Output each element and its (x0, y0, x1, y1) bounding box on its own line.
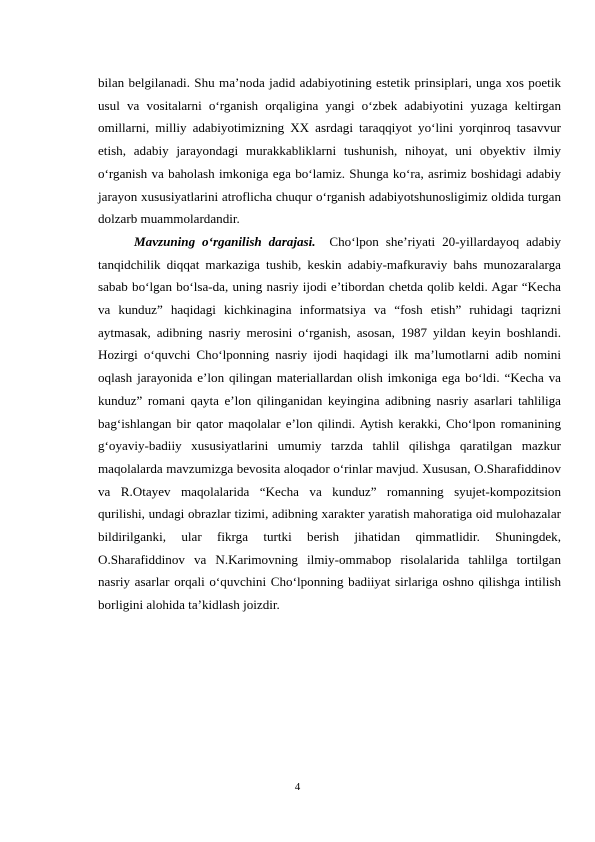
paragraph-degree-of-study (98, 231, 561, 617)
paragraph-body: Cho‘lpon she’riyati 20-yillardayoq adabiy tanqidchilik diqqat markaziga tushib, keskin adabiy-mafkuraviy bahs munozaralarga sabab bo‘lgan bo‘lsa-da, uning nasriy ijodi e’tibordan chetda qolib keldi. Agar “Kecha va kunduz” haqidagi kichkinagina informatsiya va “fosh etish” ruhidagi taqrizni aytmasak, adibning nasriy merosini o‘rganish, asosan, 1987 yildan keyin boshlandi. Hozirgi o‘quvchi Cho‘lponning nasriy ijodi haqidagi ilk ma’lumotlarni adib nomini oqlash jarayonida e’lon qilingan materiallardan olish imkoniga ega bo‘ldi. “Kecha va kunduz” romani qayta e’lon qilinganidan keyingina adibning nasriy asarlari tahliliga bag‘ishlangan bir qator maqolalar e’lon qilindi. Aytish kerakki, Cho‘lpon romanining g‘oyaviy-badiiy xususiyatlarini umumiy tarzda tahlil qilishga qaratilgan mazkur maqolalarda mavzumizga bevosita aloqador o‘rinlar mavjud. Xususan, O.Sharafiddinov va R.Otayev maqolalarida “Kecha va kunduz” romanning syujet-kompozitsion qurilishi, undagi obrazlar tizimi, adibning xarakter yaratish mahoratiga oid mulohazalar bildirilganki, ular fikrga turtki berish jihatidan qimmatlidir. Shuningdek, O.Sharafiddinov va N.Karimovning ilmiy-ommabop risolalarida tahlilga tortilgan nasriy asarlar orqali o‘quvchini Cho‘lponning badiiyat sirlariga oshno qilishga intilish borligini alohida ta’kidlash joizdir. (98, 233, 561, 613)
paragraph-continuation: bilan belgilanadi. Shu ma’noda jadid adabiyotining estetik prinsiplari, unga xos poetik usul va vositalarni o‘rganish orqaligina yangi o‘zbek adabiyotini yuzaga keltirgan omillarni, milliy adabiyotimizning XX asrdagi taraqqiyot yo‘lini yorqinroq tasavvur etish, adabiy jarayondagi murakkabliklarni tushunish, nihoyat, uni obyektiv ilmiy o‘rganish va baholash imkoniga ega bo‘lamiz. Shunga ko‘ra, asrimiz boshidagi adabiy jarayon xususiyatlarini atroflicha chuqur o‘rganish adabiyotshunosligimiz oldida turgan dolzarb muammolardandir. (98, 75, 561, 227)
section-heading: Mavzuning o‘rganilish darajasi. (134, 233, 316, 249)
body-text (98, 72, 561, 617)
page-number: 4 (294, 781, 301, 793)
